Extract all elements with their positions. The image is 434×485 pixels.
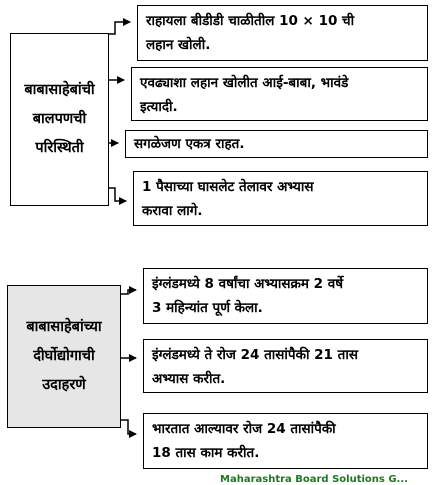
box-text-line: राहायला बीडीडी चाळीतील 10 × 10 ची xyxy=(146,13,355,29)
effort-england-study-box xyxy=(143,339,428,393)
footer-watermark: Maharashtra Board Solutions G... xyxy=(220,474,408,485)
arrow-to-childhood-room xyxy=(108,22,130,34)
childhood-box-line: बालपणची xyxy=(32,111,87,127)
effort-box-line: उदाहरणे xyxy=(42,377,86,393)
childhood-together-box xyxy=(125,130,428,158)
box-text-line: इंग्लंडमध्ये 8 वर्षांचा अभ्यासक्रम 2 वर्षे xyxy=(152,276,344,292)
childhood-kerosene-box xyxy=(133,171,428,226)
arrow-to-childhood-kerosene xyxy=(108,188,126,201)
childhood-situation-box xyxy=(10,33,109,206)
effort-india-work-box xyxy=(143,413,428,469)
childhood-box-line: बाबासाहेबांची xyxy=(24,82,95,98)
box-text-line: सगळेजण एकत्र राहत. xyxy=(134,136,245,152)
box-text-line: एवढ्याशा लहान खोलीत आई-बाबा, भावंडे xyxy=(140,75,349,91)
box-text-line: इत्यादी. xyxy=(140,99,178,115)
effort-england-course-box xyxy=(143,268,428,324)
arrow-to-effort-india-work xyxy=(120,420,136,434)
effort-examples-box xyxy=(7,285,121,428)
effort-box-line: बाबासाहेबांच्या xyxy=(26,319,102,335)
childhood-box-line: परिस्थिती xyxy=(35,140,84,156)
box-text-line: करावा लागे. xyxy=(142,203,203,219)
childhood-room-box xyxy=(137,5,428,61)
box-text-line: लहान खोली. xyxy=(146,37,211,53)
box-text-line: 3 महिन्यांत पूर्ण केला. xyxy=(152,300,263,316)
box-text-line: भारतात आल्यावर रोज 24 तासांपैकी xyxy=(152,421,336,437)
effort-box-line: दीर्घोद्योगाची xyxy=(33,348,95,364)
box-text-line: 1 पैसाच्या घासलेट तेलावर अभ्यास xyxy=(142,179,314,195)
arrow-to-effort-england-course xyxy=(120,290,136,294)
childhood-family-box xyxy=(131,67,428,121)
box-text-line: अभ्यास करीत. xyxy=(152,371,226,387)
box-text-line: इंग्लंडमध्ये ते रोज 24 तासांपैकी 21 तास xyxy=(152,347,358,363)
box-text-line: 18 तास काम करीत. xyxy=(152,445,260,461)
